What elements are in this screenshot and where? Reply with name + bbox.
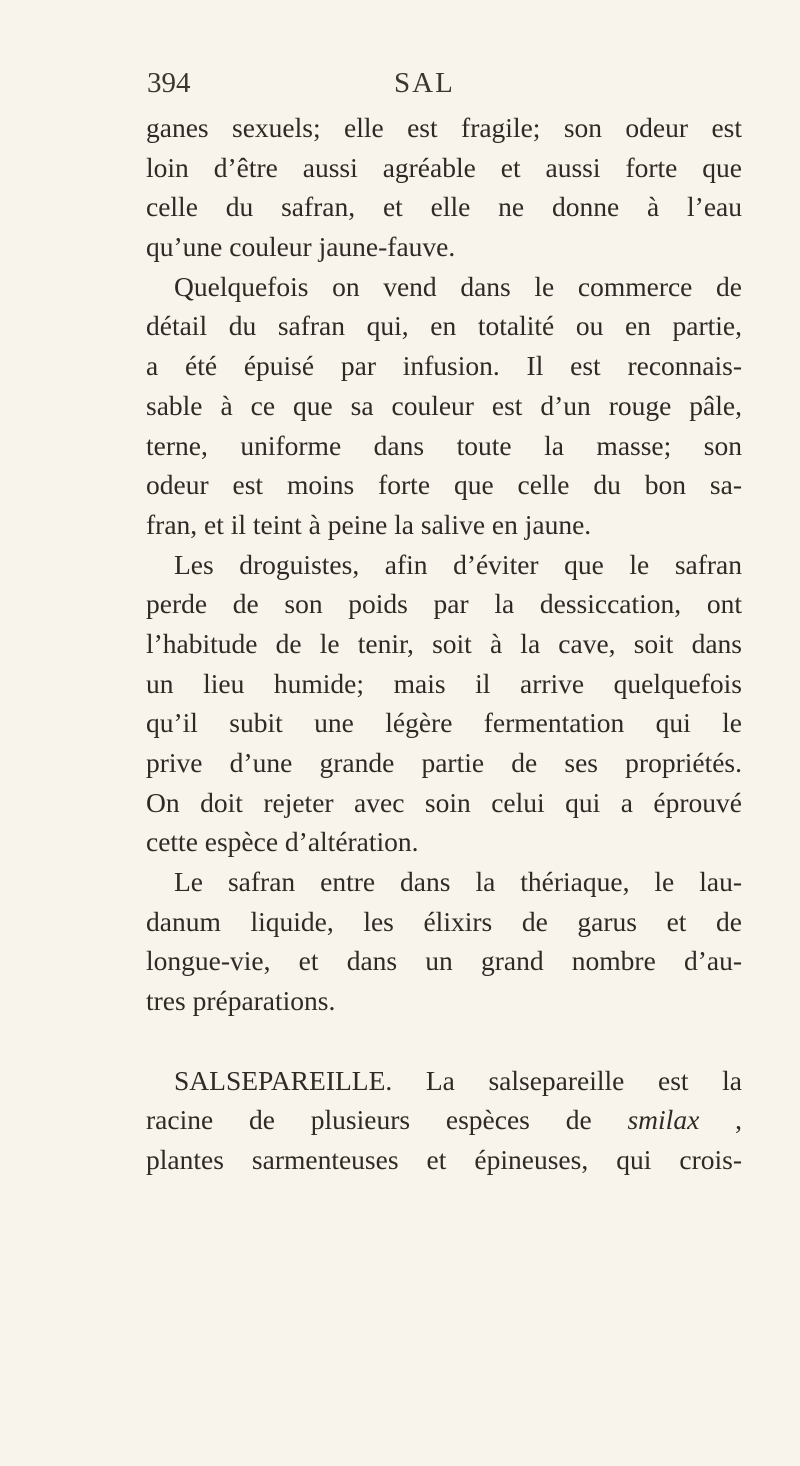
text-line — [146, 1100, 742, 1140]
running-head: SAL — [394, 67, 455, 99]
text-line: prive d’une grande partie de ses propriétés. — [146, 747, 742, 778]
paragraph-1 — [146, 108, 742, 267]
page-header — [147, 67, 687, 107]
entry-salsepareille — [146, 1061, 742, 1180]
paragraph-3 — [146, 545, 742, 863]
text-line: On doit rejeter avec soin celui qui a éprouvé — [146, 786, 742, 818]
text-line: perde de son poids par la dessiccation, ont — [146, 588, 742, 620]
text-line: un lieu humide; mais il arrive quelquefois — [146, 667, 742, 699]
text-line: sable à ce que sa couleur est d’un rouge pâle, — [146, 389, 742, 421]
text-line: qu’une couleur jaune-fauve. — [146, 231, 456, 263]
text-line: fran, et il teint à peine la salive en jaune. — [146, 508, 592, 540]
text-line: Le safran entre dans la thériaque, le lau- — [174, 866, 742, 898]
text-line: longue-vie, et dans un grand nombre d’au- — [146, 945, 742, 977]
page-number: 394 — [147, 67, 191, 99]
text-line: l’habitude de le tenir, soit à la cave, soit dans — [146, 627, 742, 659]
text-run: , — [699, 1104, 742, 1136]
section-gap — [146, 1021, 742, 1061]
paragraph-4 — [146, 862, 742, 1021]
text-line: a été épuisé par infusion. Il est reconnais- — [146, 350, 742, 382]
text-line: qu’il subit une légère fermentation qui le — [146, 707, 742, 739]
text-line: terne, uniforme dans toute la masse; son — [146, 429, 742, 461]
text-line: odeur est moins forte que celle du bon sa- — [146, 469, 742, 501]
text-line: plantes sarmenteuses et épineuses, qui crois- — [146, 1143, 742, 1175]
text-run: racine de plusieurs espèces de — [146, 1104, 628, 1136]
body-text — [146, 108, 742, 1180]
text-line: celle du safran, et elle ne donne à l’eau — [146, 191, 742, 223]
text-line: SALSEPAREILLE. La salsepareille est la — [174, 1064, 742, 1096]
text-line: tres préparations. — [146, 985, 336, 1017]
text-line: détail du safran qui, en totalité ou en partie, — [146, 310, 742, 342]
text-line: Les droguistes, afin d’éviter que le safran — [174, 548, 742, 580]
text-line: ganes sexuels; elle est fragile; son odeur est — [146, 112, 742, 143]
text-line: Quelquefois on vend dans le commerce de — [174, 270, 742, 302]
text-line: loin d’être aussi agréable et aussi forte que — [146, 151, 742, 183]
paragraph-2 — [146, 267, 742, 545]
italic-term: smilax — [627, 1104, 700, 1136]
text-line: danum liquide, les élixirs de garus et de — [146, 905, 742, 937]
text-line: cette espèce d’altération. — [146, 826, 419, 858]
